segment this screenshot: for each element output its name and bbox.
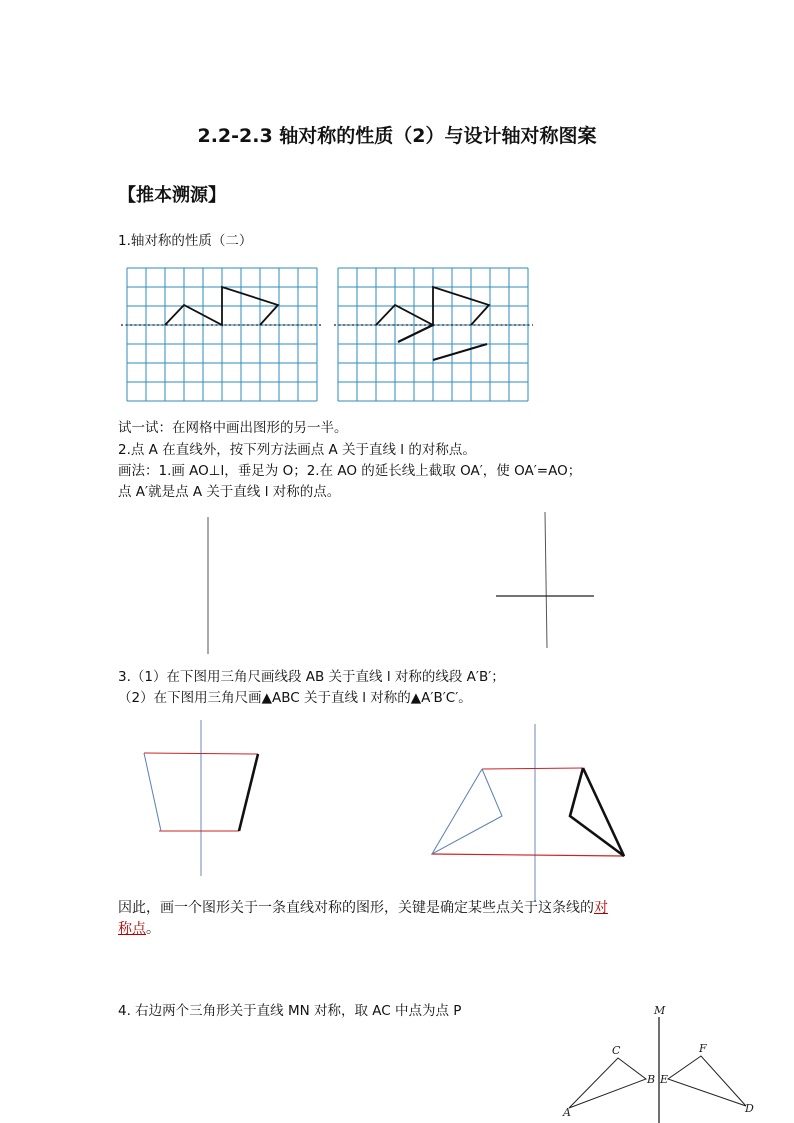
- q4-label-f: F: [699, 1042, 707, 1055]
- q4-triangle-def: [668, 1056, 746, 1106]
- grid-right-mirror-1: [398, 325, 433, 342]
- conclusion-line-2: [118, 919, 160, 939]
- q3-line-2: （2）在下图用三角尺画▲ABC 关于直线 l 对称的▲A′B′C′。: [118, 690, 472, 706]
- grid-right-mirror-2: [433, 344, 487, 360]
- q2-line-1: 2.点 A 在直线外，按下列方法画点 A 关于直线 l 的对称点。: [118, 442, 476, 458]
- q3-right-top-red: [482, 768, 583, 769]
- q4-label-e: E: [660, 1073, 669, 1086]
- conclusion-highlight-1: 对: [594, 900, 608, 916]
- q4-label-d: D: [745, 1102, 754, 1115]
- q3-right-bold-triangle: [570, 768, 624, 856]
- conclusion-line-1: [118, 898, 608, 918]
- q2-line-right: [545, 512, 547, 648]
- q4-label-c: C: [612, 1044, 621, 1057]
- conclusion-text: 因此，画一个图形关于一条直线对称的图形，关键是确定某些点关于这条线的: [118, 900, 594, 916]
- conclusion-end: 。: [146, 921, 160, 937]
- q3-left-thin-side: [144, 753, 161, 831]
- q4-label-a: A: [563, 1106, 571, 1119]
- q3-right-bottom-red: [432, 854, 624, 856]
- q2-line-3: 点 A′就是点 A 关于直线 l 对称的点。: [118, 484, 341, 500]
- q3-left-top-red: [144, 753, 258, 754]
- q1-heading: 1.轴对称的性质（二）: [118, 233, 253, 249]
- q4-triangle-abc: [569, 1058, 646, 1108]
- q3-line-1: 3.（1）在下图用三角尺画线段 AB 关于直线 l 对称的线段 A′B′；: [118, 669, 505, 685]
- section-heading: 【推本溯源】: [118, 185, 226, 206]
- conclusion-highlight-2: 称点: [118, 921, 146, 937]
- q4-label-m: M: [654, 1004, 666, 1017]
- q4-label-b: B: [647, 1073, 656, 1086]
- q3-left-segment-ab: [239, 754, 258, 831]
- q1-try-it: 试一试：在网格中画出图形的另一半。: [118, 420, 348, 436]
- q4-text: 4. 右边两个三角形关于直线 MN 对称，取 AC 中点为点 P: [118, 1003, 462, 1019]
- q3-right-thin-triangle: [432, 769, 502, 854]
- q2-line-2: 画法：1.画 AO⊥l，垂足为 O；2.在 AO 的延长线上截取 OA′，使 OA′=AO；: [118, 463, 582, 479]
- page-title: 2.2-2.3 轴对称的性质（2）与设计轴对称图案: [197, 125, 597, 147]
